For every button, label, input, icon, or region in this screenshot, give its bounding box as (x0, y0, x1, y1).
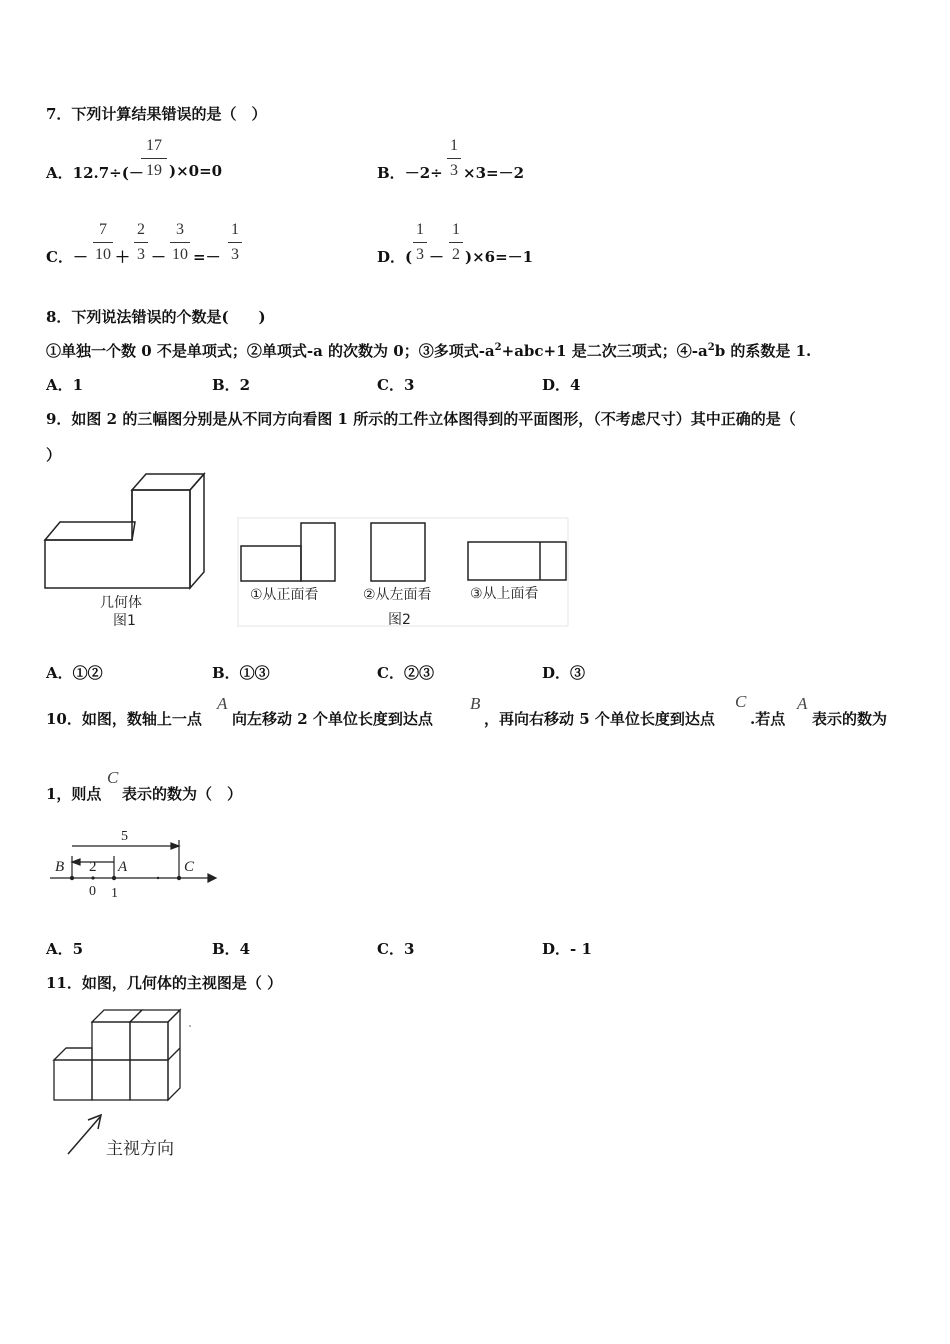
q9-stem-line1: 9．如图 2 的三幅图分别是从不同方向看图 1 所示的工件立体图得到的平面图形，（不考虑尺寸）其中正确的是（ (46, 410, 796, 428)
q9-option-c: C．②③ (377, 664, 434, 682)
q7-c-f2-den: 3 (137, 246, 145, 263)
q7-option-b-label: B． (377, 164, 405, 182)
q7-d-fraction-2 (449, 220, 463, 265)
q7-c-f4-num: 1 (231, 221, 239, 238)
q10-point-c2: C (107, 768, 119, 787)
q8-option-d: D．4 (542, 376, 581, 394)
q10-fig-label-2: 2 (89, 859, 97, 875)
q10-s5: 表示的数为 (812, 710, 888, 728)
q9-front-view-left-rect (241, 546, 301, 581)
q10-point-c: C (735, 692, 747, 711)
q7-a-denominator: 19 (146, 162, 162, 179)
q10-option-b: B．4 (212, 940, 251, 958)
q10-fig-label-5: 5 (121, 829, 128, 844)
q9-option-b: B．①③ (212, 664, 270, 682)
q9-view3-label: ③从上面看 (470, 586, 539, 602)
q9-fig2-caption: 图2 (388, 612, 411, 628)
q7-c-fraction-4 (228, 220, 242, 265)
q7-d-f1-den: 3 (416, 246, 424, 263)
q7-c-f1-num: 7 (99, 221, 107, 238)
q7-c-sign1: － (72, 248, 88, 266)
q9-fig1-number: 图1 (113, 613, 136, 629)
q7-option-a-label: A． (46, 164, 73, 182)
q10-option-a: A．5 (46, 940, 84, 958)
q7-b-fraction (447, 136, 461, 181)
q8-option-a: A．1 (46, 376, 84, 394)
q10-fig-label-c: C (184, 859, 195, 875)
q7-c-f4-den: 3 (231, 246, 239, 263)
q10-point-b: B (470, 694, 481, 713)
q10-point-a: A (217, 694, 228, 713)
q10-s1: 10．如图，数轴上一点 (46, 710, 202, 728)
q10-s2: 向左移动 2 个单位长度到达点 (232, 710, 433, 728)
q8-body-part1: ①单独一个数 0 不是单项式；②单项式-a 的次数为 0；③多项式-a (46, 342, 495, 360)
q7-d-fraction-1 (413, 220, 427, 265)
q7-b-post: ×3=－2 (463, 164, 525, 182)
q7-b-denominator: 3 (450, 162, 458, 179)
q7-d-f2-den: 2 (452, 246, 460, 263)
q9-fig1-solid (40, 470, 210, 595)
q7-c-f3-den: 10 (172, 246, 188, 263)
q8-sup2: 2 (707, 342, 715, 353)
q7-b-pre: －2÷ (404, 164, 443, 182)
q9-view2-label: ②从左面看 (363, 587, 432, 603)
q7-option-a (46, 162, 144, 183)
q7-c-sign2: ＋ (115, 248, 131, 266)
q7-c-sign3: － (151, 248, 167, 266)
q10-fig-label-1: 1 (111, 886, 118, 901)
q11-stem: 11．如图，几何体的主视图是（ ） (46, 974, 283, 992)
q7-c-f2-num: 2 (137, 221, 145, 238)
q8-stem: 8．下列说法错误的个数是( ) (46, 308, 266, 326)
q7-c-fraction-2 (134, 220, 148, 265)
q10-fig-label-a: A (118, 859, 128, 875)
q8-body-part3: b 的系数是 1. (714, 342, 812, 360)
q7-a-fraction (141, 136, 167, 181)
q7-d-f2-num: 1 (452, 221, 460, 238)
q10-option-d: D．- 1 (542, 940, 592, 958)
q10-point-a2: A (797, 694, 808, 713)
q7-d-minus: － (429, 248, 445, 266)
q7-c-f1-den: 10 (95, 246, 111, 263)
q9-option-a: A．①② (46, 664, 103, 682)
q9-left-view-rect (371, 523, 425, 581)
q10-s3: ，再向右移动 5 个单位长度到达点 (484, 710, 715, 728)
q10-option-c: C．3 (377, 940, 415, 958)
q10-fig-label-b: B (55, 859, 65, 875)
q7-c-fraction-1 (93, 220, 113, 265)
q7-a-pre: 12.7÷(－ (72, 164, 144, 182)
q8-body-part2: +abc+1 是二次三项式；④-a (501, 342, 708, 360)
q7-c-fraction-3 (170, 220, 190, 265)
q7-option-d-label: D． (377, 248, 406, 266)
q7-option-c (46, 246, 88, 267)
q8-option-b: B．2 (212, 376, 251, 394)
q7-option-c-label: C． (46, 248, 73, 266)
q7-c-equals: =－ (193, 248, 221, 266)
q10-line2a: 1，则点 (46, 785, 102, 803)
q10-s4: .若点 (750, 710, 786, 728)
q8-body (46, 340, 811, 361)
q7-c-f3-num: 3 (176, 221, 184, 238)
q7-d-post: )×6=－1 (465, 248, 534, 266)
q9-stem-line2: ） (46, 446, 62, 464)
q8-option-c: C．3 (377, 376, 415, 394)
q10-line2b: 表示的数为（ ） (122, 785, 243, 803)
q7-stem: 7．下列计算结果错误的是（ ） (46, 105, 267, 123)
q7-d-pre: ( (405, 248, 413, 266)
q7-option-b (377, 162, 443, 183)
q9-option-d: D．③ (542, 664, 586, 682)
q8-sup1: 2 (494, 342, 502, 353)
q7-d-f1-num: 1 (416, 221, 424, 238)
q9-top-view-rect (468, 542, 566, 580)
q10-fig-label-0: 0 (89, 884, 96, 899)
q9-front-view-right-rect (301, 523, 335, 581)
q9-fig1-caption: 几何体 (100, 595, 142, 611)
q7-option-d (377, 246, 412, 267)
q11-direction-label: 主视方向 (106, 1139, 174, 1159)
q9-view1-label: ①从正面看 (250, 587, 319, 603)
q7-b-numerator: 1 (450, 137, 458, 154)
q7-a-post: )×0=0 (169, 162, 223, 180)
q7-a-numerator: 17 (146, 137, 162, 154)
